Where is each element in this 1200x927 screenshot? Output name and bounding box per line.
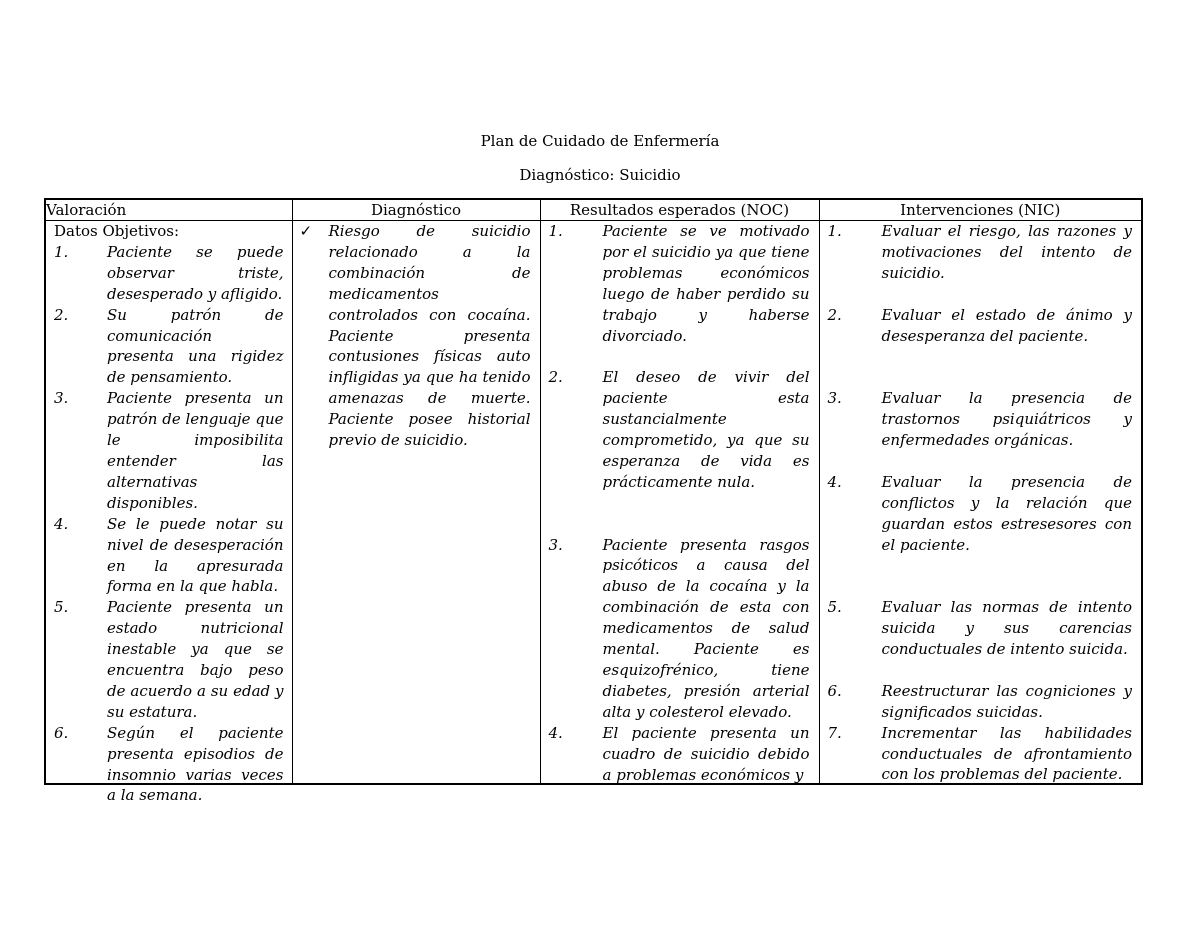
item-text: Según el paciente presenta episodios de insomnio varias veces a la semana. bbox=[107, 723, 284, 805]
document-title: Plan de Cuidado de Enfermería bbox=[480, 132, 720, 150]
item-text: Paciente se ve motivado por el suicidio ya que tiene problemas económicos luego de haber perdido su trabajo y haberse divorciado. bbox=[602, 222, 810, 345]
list-item bbox=[549, 535, 810, 723]
list-item bbox=[54, 514, 284, 598]
list-item bbox=[54, 305, 284, 389]
item-text: El paciente presenta un cuadro de suicidio debido a problemas económicos y bbox=[602, 723, 810, 784]
table-header-row bbox=[45, 199, 1142, 221]
list-item bbox=[828, 388, 1133, 451]
list-item bbox=[54, 388, 284, 513]
valoracion-label: Datos Objetivos: bbox=[54, 222, 180, 240]
item-number: 6. bbox=[827, 681, 842, 700]
item-text: Evaluar la presencia de conflictos y la relación que guardan estos estresesores con el paciente. bbox=[881, 472, 1132, 554]
list-item bbox=[549, 367, 810, 492]
item-number: 4. bbox=[827, 472, 842, 491]
list-item bbox=[549, 723, 810, 786]
item-number: 2. bbox=[548, 368, 563, 387]
header-valoracion: Valoración bbox=[45, 199, 292, 221]
spacer bbox=[828, 284, 1133, 305]
care-plan-table bbox=[44, 198, 1143, 805]
item-number: 6. bbox=[54, 723, 69, 742]
item-number: 2. bbox=[827, 305, 842, 324]
item-number: 3. bbox=[54, 389, 69, 408]
list-item bbox=[54, 597, 284, 722]
item-number: 7. bbox=[827, 723, 842, 742]
header-diagnostico: Diagnóstico bbox=[292, 199, 540, 221]
item-text: Se le puede notar su nivel de desesperación en la apresurada forma en la que habla. bbox=[107, 514, 284, 596]
spacer bbox=[828, 451, 1133, 472]
nic-cell bbox=[819, 221, 1142, 785]
list-item bbox=[828, 472, 1133, 556]
item-text: Paciente se puede observar triste, desesperado y afligido. bbox=[107, 242, 284, 303]
item-text: Reestructurar las cogniciones y significados suicidas. bbox=[881, 681, 1132, 721]
spacer bbox=[828, 660, 1133, 681]
item-number: 1. bbox=[827, 222, 842, 240]
item-text: Evaluar la presencia de trastornos psiquiátricos y enfermedades orgánicas. bbox=[881, 389, 1132, 450]
item-text: Su patrón de comunicación presenta una rigidez de pensamiento. bbox=[107, 305, 284, 387]
item-text: Paciente presenta un patrón de lenguaje que le imposibilita entender las alternativas disponibles. bbox=[107, 389, 284, 512]
table-body-row bbox=[45, 221, 1142, 785]
spacer bbox=[828, 346, 1133, 388]
item-number: 4. bbox=[548, 723, 563, 742]
list-item bbox=[828, 221, 1133, 284]
item-number: 4. bbox=[54, 514, 69, 533]
list-item bbox=[54, 723, 284, 807]
item-text: Paciente presenta un estado nutricional inestable ya que se encuentra bajo peso de acuerdo a su edad y su estatura. bbox=[107, 598, 284, 721]
spacer bbox=[549, 346, 810, 367]
spacer bbox=[828, 555, 1133, 597]
item-number: 1. bbox=[548, 222, 563, 240]
item-number: 3. bbox=[548, 535, 563, 554]
header-nic: Intervenciones (NIC) bbox=[819, 199, 1142, 221]
item-text: Paciente presenta rasgos psicóticos a causa del abuso de la cocaína y la combinación de esta con medicamentos de salud mental. Paciente es esquizofrénico, tiene diabetes, presión arterial alta y colesterol elevado. bbox=[602, 535, 810, 721]
item-text: Evaluar el riesgo, las razones y motivaciones del intento de suicidio. bbox=[881, 222, 1132, 282]
item-number: 2. bbox=[54, 305, 69, 324]
spacer bbox=[549, 493, 810, 535]
list-item bbox=[828, 681, 1133, 723]
item-text: Evaluar el estado de ánimo y desesperanza del paciente. bbox=[881, 305, 1132, 345]
noc-cell bbox=[540, 221, 819, 785]
diagnostico-cell bbox=[292, 221, 540, 785]
list-item bbox=[828, 723, 1133, 786]
diagnostico-text: Riesgo de suicidio relacionado a la combinación de medicamentos controlados con cocaína. Paciente presenta contusiones físicas auto infligidas ya que ha tenido amenazas de muerte. Paciente posee historial previo de suicidio. bbox=[328, 222, 531, 450]
list-item bbox=[549, 221, 810, 346]
item-number: 1. bbox=[54, 242, 69, 261]
document-subtitle: Diagnóstico: Suicidio bbox=[519, 166, 681, 184]
item-number: 5. bbox=[54, 598, 69, 617]
item-number: 5. bbox=[827, 598, 842, 617]
item-number: 3. bbox=[827, 389, 842, 408]
list-item bbox=[828, 305, 1133, 347]
list-item bbox=[54, 242, 284, 305]
item-text: El deseo de vivir del paciente esta sustancialmente comprometido, ya que su esperanza de vida es prácticamente nula. bbox=[602, 368, 810, 491]
item-text: Evaluar las normas de intento suicida y sus carencias conductuales de intento suicida. bbox=[881, 598, 1132, 659]
valoracion-cell bbox=[45, 221, 292, 805]
checkmark-icon: ✓ bbox=[299, 222, 313, 240]
item-text: Incrementar las habilidades conductuales de afrontamiento con los problemas del paciente. bbox=[881, 723, 1132, 784]
list-item bbox=[828, 597, 1133, 660]
header-noc: Resultados esperados (NOC) bbox=[540, 199, 819, 221]
